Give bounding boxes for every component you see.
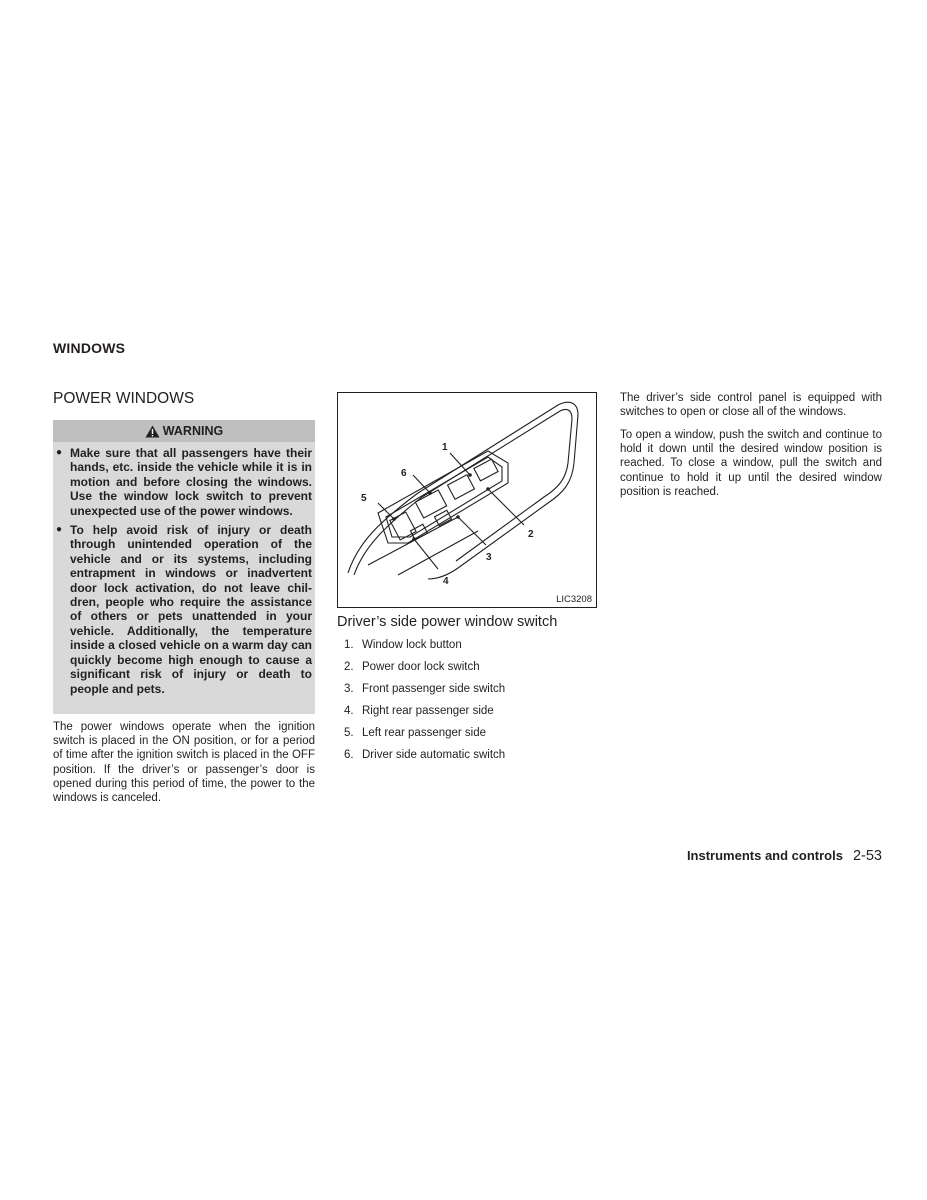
warning-title: WARNING — [162, 424, 224, 438]
page-number: 2-53 — [852, 848, 882, 864]
list-item — [344, 660, 604, 674]
callout-3: 3 — [486, 552, 492, 563]
warning-item-text: Make sure that all passengers have their hands, etc. inside the vehicle while it is in motion and before closing the windows. Use the window lock switch to prevent unexpected use of the power windows. — [70, 446, 312, 518]
figure-caption: Driver’s side power window switch — [337, 614, 558, 630]
page-footer — [600, 848, 882, 864]
window-switch-illustration — [338, 393, 596, 607]
warning-item — [56, 446, 312, 518]
warning-triangle-icon — [145, 425, 160, 438]
legend-label: Front passenger side switch — [362, 683, 506, 695]
warning-header — [53, 420, 315, 442]
subsection-title: POWER WINDOWS — [53, 390, 195, 407]
list-item — [344, 682, 604, 696]
legend-label: Power door lock switch — [362, 661, 480, 673]
legend-label: Window lock button — [362, 639, 462, 651]
legend-number: 6. — [344, 749, 354, 761]
intro-paragraph: The power windows operate when the ignition switch is placed in the ON position, or for a period of time after the ignition switch is placed in the OFF position. If the driver’s or passenger’s door is opened during this period of time, the power to the windows is canceled. — [53, 721, 315, 805]
bullet-icon: ● — [56, 524, 63, 536]
callout-4: 4 — [443, 576, 449, 587]
legend-label: Left rear passenger side — [362, 727, 487, 739]
list-item — [344, 748, 604, 762]
legend-number: 5. — [344, 727, 354, 739]
callout-6: 6 — [401, 468, 407, 479]
switch-figure — [337, 392, 597, 608]
section-title: WINDOWS — [53, 340, 126, 356]
figure-code: LIC3208 — [556, 594, 592, 605]
legend-label: Right rear passenger side — [362, 705, 494, 717]
callout-2: 2 — [528, 529, 534, 540]
legend-number: 4. — [344, 705, 354, 717]
control-panel-paragraph: The driver’s side control panel is equipped with switches to open or close all of the windows. — [620, 392, 882, 419]
legend-label: Driver side automatic switch — [362, 749, 506, 761]
callout-1: 1 — [442, 442, 448, 453]
legend-number: 3. — [344, 683, 354, 695]
legend-number: 2. — [344, 661, 354, 673]
warning-list — [53, 442, 315, 696]
legend-number: 1. — [344, 639, 354, 651]
list-item — [344, 704, 604, 718]
operation-paragraph: To open a window, push the switch and continue to hold it down until the desired window position is reached. To close a window, pull the switch and continue to hold it up until the desired window position is reached. — [620, 429, 882, 498]
warning-item — [56, 523, 312, 696]
warning-item-text: To help avoid risk of injury or death through unintended operation of the vehicle and or its systems, including entrapment in windows or inadvertent door lock activation, do not leave children, people who require the assistance of others or pets unattended in your vehicle. Additionally, the temperature inside a closed vehicle on a warm day can quickly become high enough to cause a significant risk of injury or death to people and pets. — [70, 523, 312, 696]
warning-box — [53, 420, 315, 714]
callout-5: 5 — [361, 493, 367, 504]
list-item — [344, 726, 604, 740]
list-item — [344, 638, 604, 652]
bullet-icon: ● — [56, 447, 63, 458]
legend-list — [344, 638, 604, 770]
chapter-title: Instruments and controls — [686, 848, 843, 863]
